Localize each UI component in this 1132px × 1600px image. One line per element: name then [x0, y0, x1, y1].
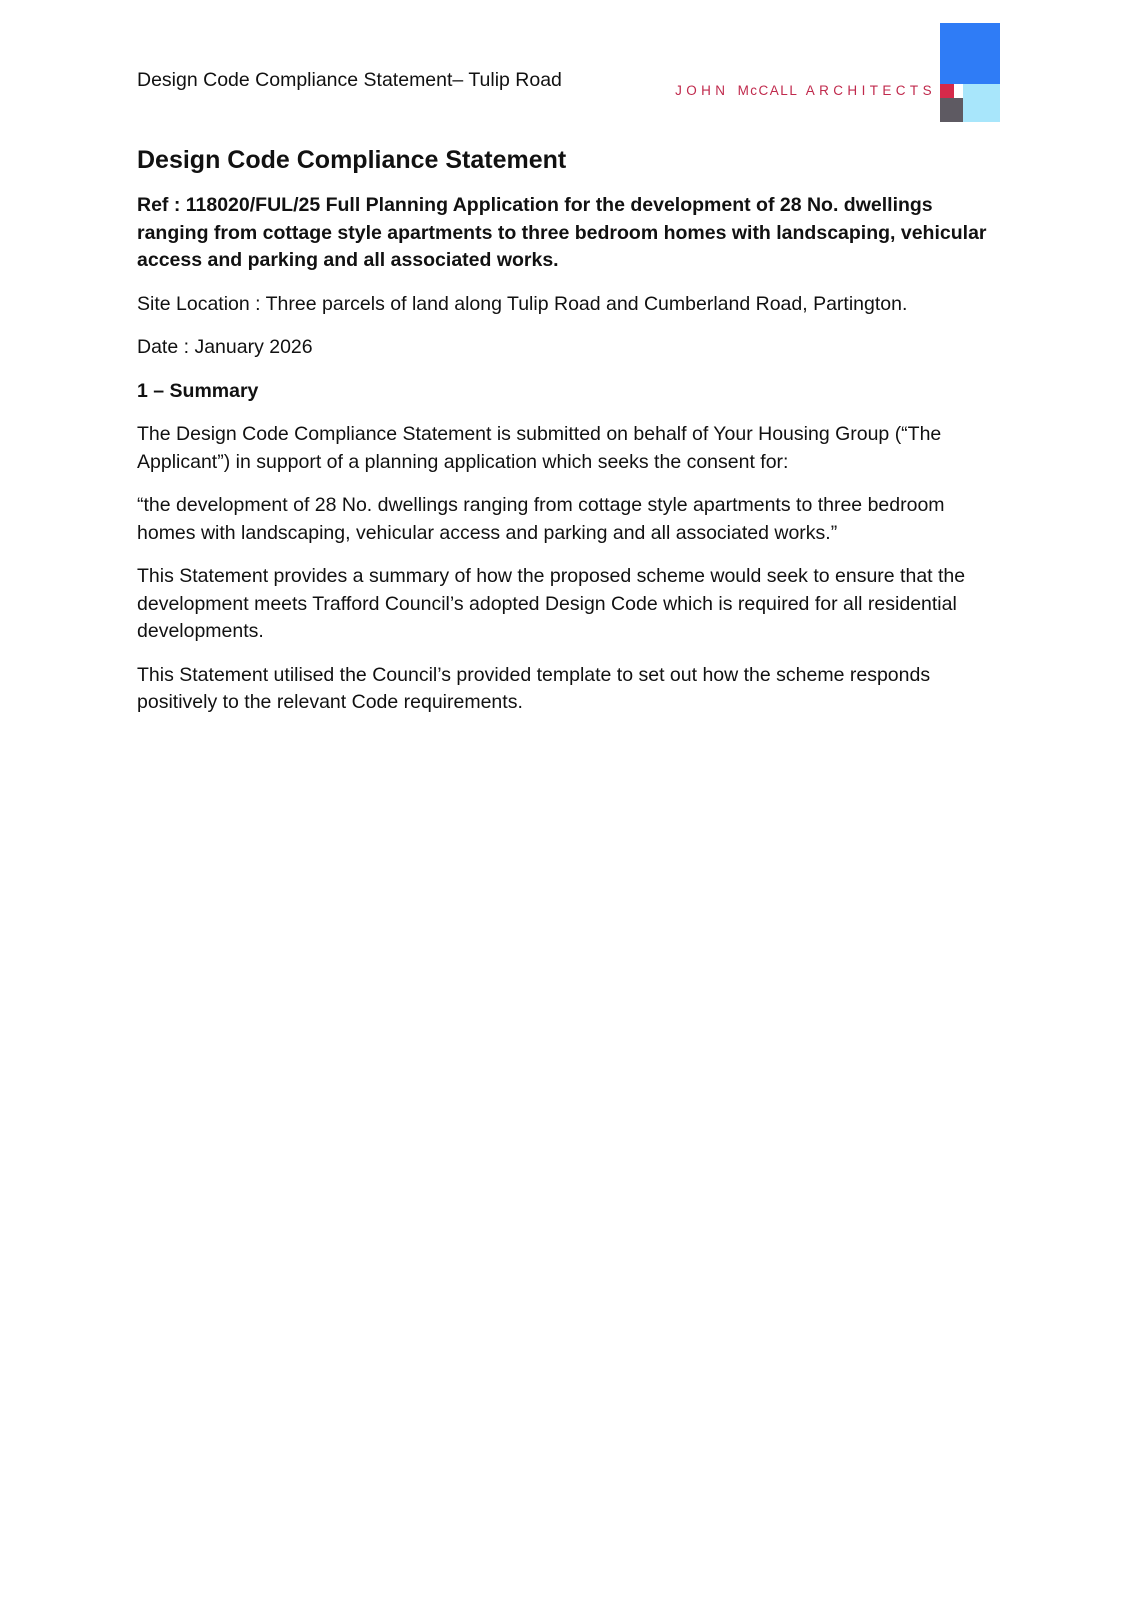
- logo-text-first: JOHN: [675, 83, 738, 98]
- company-logo-text: [580, 82, 936, 100]
- logo-text-mccall: McCALL: [737, 83, 799, 98]
- section-heading-summary: 1 – Summary: [137, 379, 259, 402]
- summary-paragraph-3: This Statement provides a summary of how the proposed scheme would seek to ensure that the development meets Trafford Council’s adopted Design Code which is required for all residential developments.: [137, 565, 966, 642]
- summary-paragraph-1: The Design Code Compliance Statement is submitted on behalf of Your Housing Group (“The Applicant”) in support of a planning application which seeks the consent for:: [137, 423, 942, 473]
- logo-red-square: [940, 84, 954, 98]
- running-header-title: Design Code Compliance Statement– Tulip Road: [137, 69, 562, 91]
- logo-grey-square: [940, 98, 963, 122]
- summary-paragraph-2: “the development of 28 No. dwellings ranging from cottage style apartments to three bedroom homes with landscaping, vehicular access and parking and all associated works.”: [137, 494, 945, 544]
- company-logo-mark: [940, 23, 1000, 122]
- document-body: [137, 143, 1007, 733]
- document-date: Date : January 2026: [137, 336, 313, 358]
- summary-paragraph-4: This Statement utilised the Council’s provided template to set out how the scheme responds positively to the relevant Code requirements.: [137, 663, 931, 713]
- logo-text-last: ARCHITECTS: [798, 83, 936, 98]
- logo-blue-square: [940, 23, 1000, 84]
- logo-cyan-square: [963, 84, 1000, 122]
- document-title: Design Code Compliance Statement: [137, 146, 567, 174]
- planning-reference: Ref : 118020/FUL/25 Full Planning Application for the development of 28 No. dwellings ranging from cottage style apartments to three bedroom homes with landscaping, vehicular access and parking and all associated works.: [137, 194, 987, 271]
- site-location: Site Location : Three parcels of land along Tulip Road and Cumberland Road, Partington.: [137, 292, 908, 315]
- logo-white-square: [954, 84, 963, 98]
